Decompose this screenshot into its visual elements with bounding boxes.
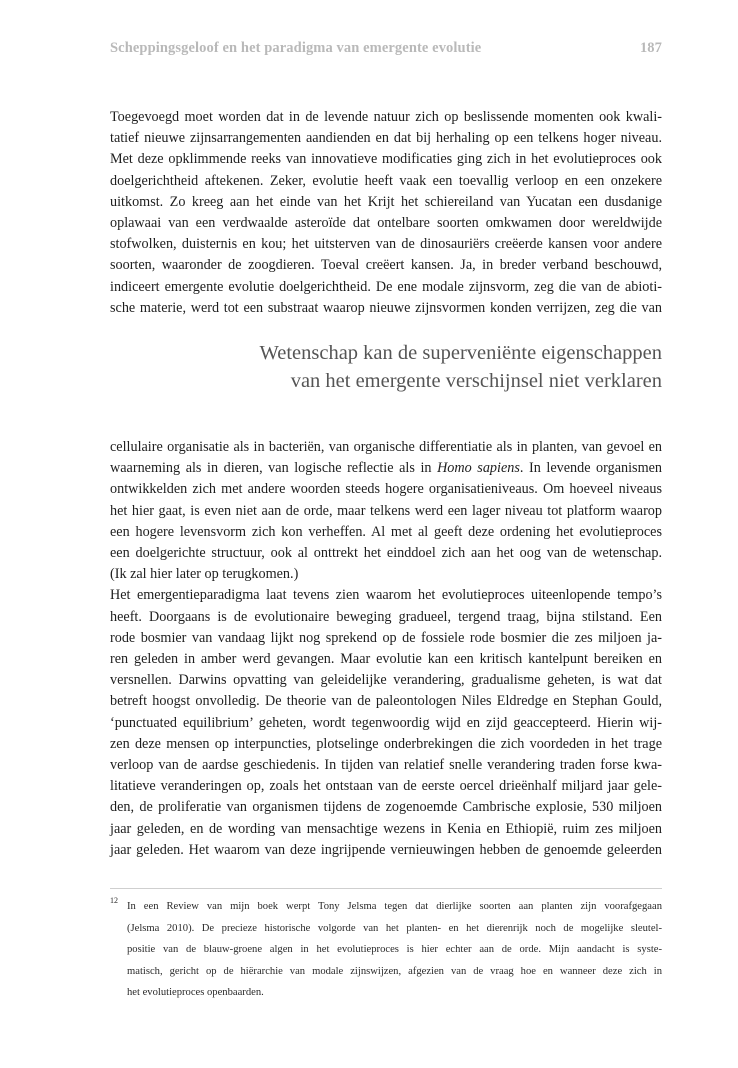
text-line: den, de proliferatie van organismen tijdens de zogenoemde Cambrische explosie, 530 miljoen bbox=[110, 799, 662, 816]
footnote bbox=[110, 896, 662, 1004]
text-line: (Ik zal hier later op terugkomen.) bbox=[110, 566, 299, 583]
footnote-number: 12 bbox=[110, 896, 118, 905]
footnote-line: matisch, gericht op de hiërarchie van modale zijnswijzen, afgezien van de vraag hoe en wanneer deze zich in bbox=[127, 965, 662, 977]
text-line: indiceert emergente evolutie doelgerichtheid. De ene modale zijnsvorm, zeg die van de abioti- bbox=[110, 278, 662, 295]
text-line: ontwikkelden zich met andere woorden steeds hogere organisatieniveaus. Om hoeveel niveaus bbox=[110, 481, 662, 498]
pull-quote-line: van het emergente verschijnsel niet verklaren bbox=[290, 369, 662, 392]
text-line: verloop van de aardse geschiedenis. In tijden van relatief snelle verandering traden forse kwa- bbox=[110, 757, 662, 774]
pull-quote bbox=[260, 340, 662, 395]
text-line: Toegevoegd moet worden dat in de levende natuur zich op beslissende momenten ook kwali- bbox=[110, 109, 662, 125]
footnote-divider bbox=[110, 888, 662, 889]
text-line: stofwolken, duisternis en kou; het uitsterven van de dinosauriërs creëerde kansen voor andere bbox=[110, 236, 662, 253]
text-line: Met deze opklimmende reeks van innovatieve modificaties ging zich in het evolutieproces ook bbox=[110, 151, 662, 168]
text-line: sche materie, werd tot een substraat waarop nieuwe zijnsvormen konden verrijzen, zeg die van bbox=[110, 299, 662, 316]
text-line: het hier gaat, is even niet aan de orde, maar telkens werd een lager niveau tot platform waarop bbox=[110, 502, 662, 519]
text-line: soorten, waaronder de zoogdieren. Toeval creëert kansen. Ja, in breder verband beschouwd, bbox=[110, 257, 662, 274]
running-header bbox=[110, 40, 662, 57]
footnote-line: In een Review van mijn boek werpt Tony Jelsma tegen dat dierlijke soorten aan planten zijn voorafgegaan bbox=[127, 901, 662, 912]
footnote-line: (Jelsma 2010). De precieze historische volgorde van het planten- en het dierenrijk noch de mogelijke sleutel- bbox=[127, 922, 662, 934]
text-line: cellulaire organisatie als in bacteriën, van organische differentiatie als in planten, van gevoel en bbox=[110, 439, 662, 455]
text-line: litatieve veranderingen op, zoals het ontstaan van de eerste oercel drieënhalf miljard jaar gele- bbox=[110, 778, 662, 795]
text-line: oplawaai van een verdwaalde asteroïde dat ontelbare soorten omkwamen door wereldwijde bbox=[110, 215, 662, 232]
text-line: een hogere levensvorm zich kon verheffen. Al met al geeft deze ordening het evolutieproces bbox=[110, 523, 662, 540]
text-line: rode bosmier van vandaag lijkt nog sprekend op de fossiele rode bosmier die zes miljoen ja- bbox=[110, 629, 662, 646]
text-line bbox=[110, 458, 662, 479]
text-line: Het emergentieparadigma laat tevens zien waarom het evolutieproces uiteenlopende tempo’s bbox=[110, 587, 662, 604]
footnote-line: het evolutieproces openbaarden. bbox=[127, 987, 264, 998]
text-line: een doelgerichte structuur, ook al onttrekt het einddoel zich aan het oog van de wetenschap. bbox=[110, 545, 662, 562]
text-line: versnellen. Darwins opvatting van geleidelijke verandering, gradualisme geheten, is wat dat bbox=[110, 672, 662, 689]
text-line: doelgerichtheid aftekenen. Zeker, evolutie heeft vaak een toevallig verloop en een onzekere bbox=[110, 172, 662, 189]
page-number: 187 bbox=[639, 40, 662, 56]
footnote-text bbox=[127, 896, 662, 1004]
intro-paragraph bbox=[110, 107, 662, 319]
text-line: ren geleden in amber werd gevangen. Maar evolutie kan een kritisch kantelpunt bereiken en bbox=[110, 651, 662, 668]
text-line: zen deze mensen op interpuncties, plotselinge onderbrekingen die zich voordeden in het trage bbox=[110, 735, 662, 752]
pull-quote-line: Wetenschap kan de superveniënte eigenschappen bbox=[259, 342, 662, 364]
running-title: Scheppingsgeloof en het paradigma van emergente evolutie bbox=[110, 40, 482, 56]
text-line: tatief nieuwe zijnsarrangementen aandienden en dat bij herhaling op een telkens hoger niveau. bbox=[110, 130, 662, 147]
text-line: betreft hoogst onvolledig. De theorie van de paleontologen Niles Eldredge en Stephan Gould, bbox=[110, 693, 662, 710]
text-line: ‘punctuated equilibrium’ geheten, wordt tegenwoordig wijd en zijd geaccepteerd. Hierin wij- bbox=[110, 714, 662, 731]
main-text bbox=[110, 437, 662, 861]
text-line: heeft. Doorgaans is de evolutionaire beweging gradueel, tergend traag, bijna stilstand. Een bbox=[110, 608, 662, 625]
footnote-line: positie van de blauw-groene algen in het evolutieproces is hier echter aan de orde. Mijn aandacht is syste- bbox=[127, 944, 662, 955]
text-line: jaar geleden, en de wording van mensachtige wezens in Kenia en Ethiopië, ruim zes miljoen bbox=[110, 820, 662, 837]
text-run: . In levende organismen bbox=[519, 460, 662, 477]
text-line: jaar geleden. Het waarom van deze ingrijpende vernieuwingen hebben de genoemde geleerden bbox=[110, 841, 662, 858]
text-run: waarneming als in dieren, van logische reflectie als in bbox=[110, 460, 438, 477]
text-line: uitkomst. Zo kreeg aan het einde van het Krijt het schiereiland van Yucatan een dusdanige bbox=[110, 193, 662, 210]
italic-term: Homo sapiens bbox=[437, 460, 520, 477]
